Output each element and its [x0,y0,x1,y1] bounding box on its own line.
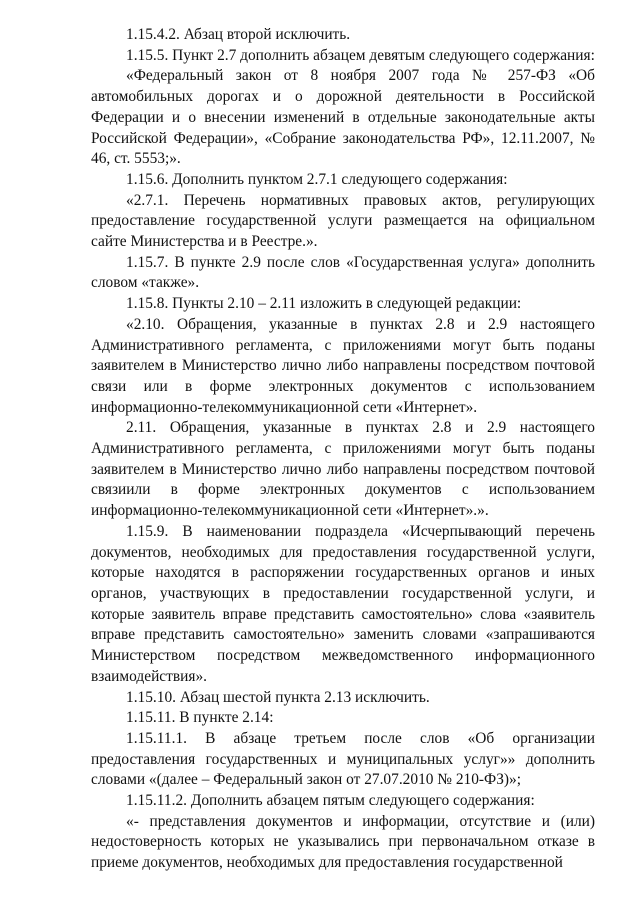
paragraph: 1.15.6. Дополнить пунктом 2.7.1 следующего содержания: [126,170,508,188]
paragraph: 1.15.10. Абзац шестой пункта 2.13 исключить. [126,688,430,706]
paragraph: 1.15.5. Пункт 2.7 дополнить абзацем девятым следующего содержания: [126,46,595,64]
paragraph: 1.15.4.2. Абзац второй исключить. [126,26,351,43]
paragraph: 1.15.11. В пункте 2.14: [126,709,274,727]
paragraph: 1.15.9. В наименовании подраздела «Исчерпывающий перечень документов, необходимых для предоставления государственной услуги, которые находятся в распоряжении государственных органов и иных органов, участвующих в предоставлении государственной услуги, и которые заявитель вправе представить самостоятельно» слова «заявитель вправе представить самостоятельно» заменить словами «запрашиваются Министерством посредством межведомственного информационного взаимодействия». [91,522,595,685]
paragraph: 1.15.11.1. В абзаце третьем после слов «Об организации предоставления государственных и муниципальных услуг»» дополнить словами «(далее – Федеральный закон от 27.07.2010 № 210-ФЗ)»; [91,729,595,789]
paragraph: 1.15.8. Пункты 2.10 – 2.11 изложить в следующей редакции: [126,295,522,313]
paragraph: «2.7.1. Перечень нормативных правовых актов, регулирующих предоставление государственной услуги размещается на официальном сайте Министерства и в Реестре.». [91,191,595,251]
paragraph: 1.15.7. В пункте 2.9 после слов «Государственная услуга» дополнить словом «также». [91,253,595,292]
paragraph: «2.10. Обращения, указанные в пунктах 2.8 и 2.9 настоящего Административного регламента, с приложениями могут быть поданы заявителем в Министерство лично либо направлены посредством почтовой связи или в форме электронных документов с использованием информационно-телекоммуникационной сети «Интернет». [91,315,595,416]
paragraph: 1.15.11.2. Дополнить абзацем пятым следующего содержания: [126,792,535,810]
paragraph: «- представления документов и информации, отсутствие и (или) недостоверность которых не указывались при первоначальном отказе в приеме документов, необходимых для предоставления государственной [91,812,595,872]
paragraph: 2.11. Обращения, указанные в пунктах 2.8 и 2.9 настоящего Административного регламента, с приложениями могут быть поданы заявителем в Министерство лично либо направлены посредством почтовой связиили в форме электронных документов с использованием информационно-телекоммуникационной сети «Интернет».». [91,419,595,520]
document-body [91,25,595,874]
paragraph: «Федеральный закон от 8 ноября 2007 года № 257-ФЗ «Об автомобильных дорогах и о дорожной деятельности в Российской Федерации и о внесении изменений в отдельные законодательные акты Российской Федерации», «Собрание законодательства РФ», 12.11.2007, № 46, ст. 5553;». [91,67,595,168]
